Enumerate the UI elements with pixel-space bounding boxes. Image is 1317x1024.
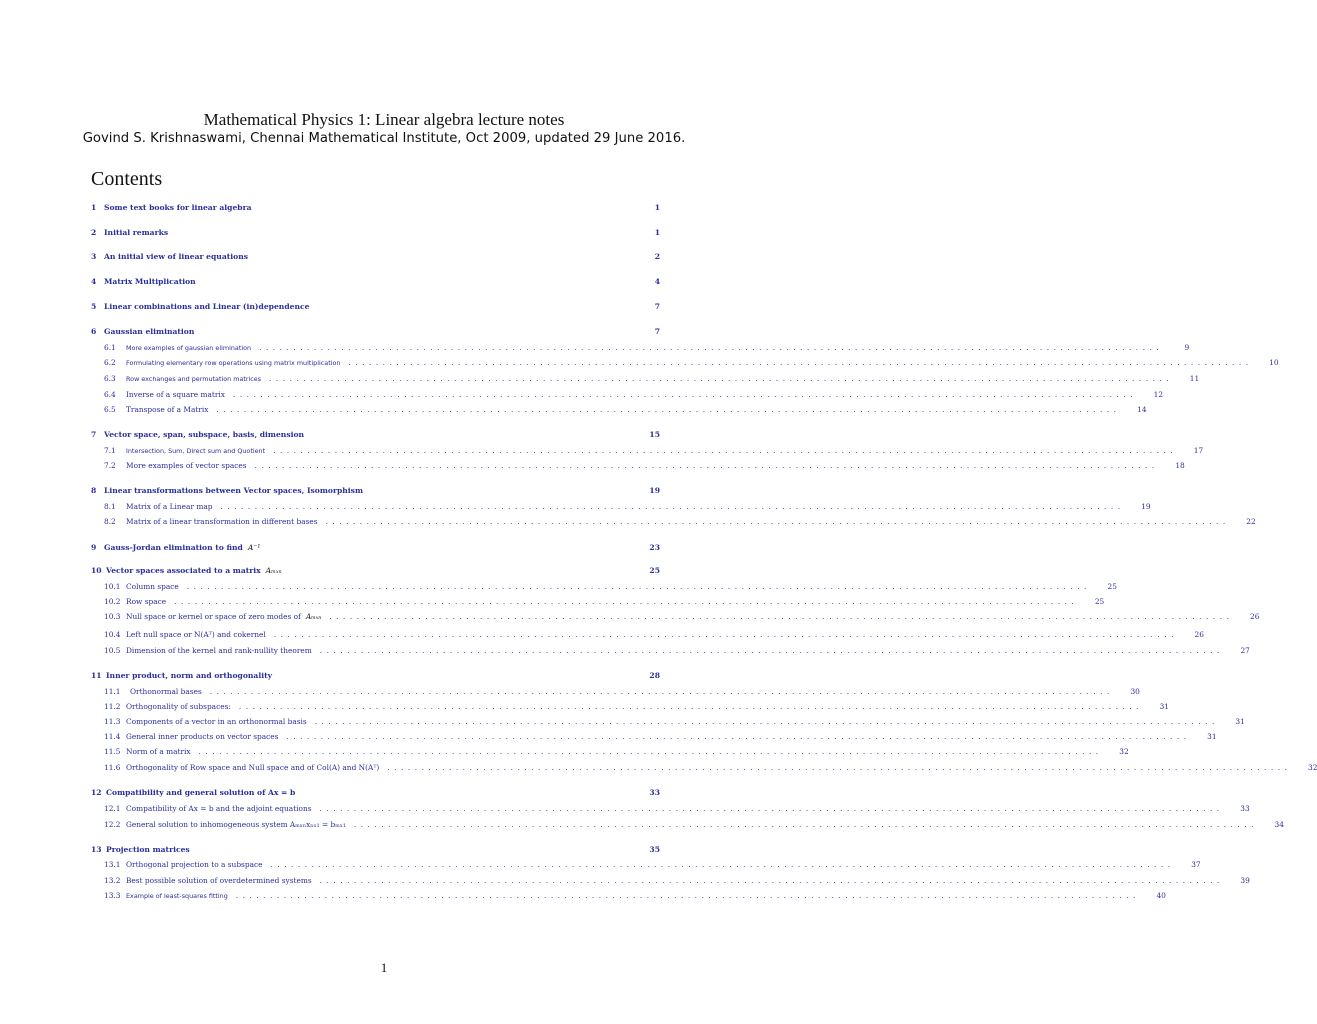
toc-number: 7.1	[104, 446, 116, 455]
page-number: 1	[380, 960, 388, 975]
toc-leader-dots: ....................................................................................................................................	[235, 891, 1140, 900]
toc-page: 25	[1094, 597, 1105, 606]
toc-number: 8.1	[104, 502, 116, 511]
toc-section-9[interactable]	[91, 543, 660, 552]
toc-subsection-6-2[interactable]	[91, 358, 1279, 367]
toc-subsection-10-3[interactable]	[91, 612, 1260, 621]
toc-section-6[interactable]	[91, 327, 660, 336]
toc-leader-dots: ....................................................................................................................................	[314, 717, 1219, 726]
toc-number: 7	[91, 430, 97, 439]
toc-number: 13.2	[104, 876, 121, 885]
toc-page: 7	[654, 327, 660, 336]
toc-page: 10	[1269, 358, 1279, 367]
toc-page: 19	[649, 486, 660, 495]
toc-section-5[interactable]	[91, 302, 660, 311]
toc-label: Components of a vector in an orthonormal basis	[126, 717, 307, 726]
toc-page: 33	[649, 788, 660, 797]
toc-leader-dots: ....................................................................................................................................	[329, 612, 1234, 621]
contents-heading: Contents	[91, 168, 163, 190]
toc-label: An initial view of linear equations	[104, 252, 248, 261]
toc-section-4[interactable]	[91, 277, 660, 286]
toc-page: 2	[654, 252, 660, 261]
toc-number: 8	[91, 486, 97, 495]
toc-page: 35	[649, 845, 660, 854]
toc-subsection-8-2[interactable]	[91, 517, 1256, 526]
toc-math: Aₘₓₙ	[265, 566, 282, 575]
toc-label: Row exchanges and permutation matrices	[126, 375, 262, 383]
toc-number: 13	[91, 845, 102, 854]
toc-page: 31	[1207, 732, 1217, 741]
toc-number: 12.2	[104, 820, 121, 829]
toc-label: More examples of gaussian elimination	[126, 344, 252, 352]
toc-label: Initial remarks	[104, 228, 169, 237]
toc-page: 34	[1274, 820, 1284, 829]
toc-page: 30	[1130, 687, 1140, 696]
toc-subsection-11-1[interactable]	[91, 687, 1140, 696]
toc-leader-dots: ....................................................................................................................................	[254, 461, 1159, 470]
toc-page: 14	[1137, 405, 1147, 414]
toc-leader-dots: ....................................................................................................................................	[238, 702, 1143, 711]
toc-leader-dots: ....................................................................................................................................	[387, 763, 1292, 772]
toc-label: Transpose of a Matrix	[126, 405, 209, 414]
toc-subsection-10-4[interactable]	[91, 630, 1204, 639]
toc-label: Gaussian elimination	[104, 327, 195, 336]
toc-leader-dots: ....................................................................................................................................	[174, 597, 1079, 606]
toc-number: 13.1	[104, 860, 121, 869]
toc-label: Norm of a matrix	[126, 747, 191, 756]
toc-number: 11.6	[104, 763, 121, 772]
toc-leader-dots: ....................................................................................................................................	[273, 446, 1178, 455]
toc-leader-dots: ....................................................................................................................................	[319, 646, 1224, 655]
toc-page: 32	[1119, 747, 1129, 756]
toc-label: Best possible solution of overdetermined systems	[126, 876, 312, 885]
toc-label: General solution to inhomogeneous system Aₘₓₙxₙₓ₁ = bₘₓ₁	[126, 820, 346, 829]
toc-label: Formulating elementary row operations using matrix multiplication	[126, 359, 341, 367]
toc-page: 31	[1235, 717, 1245, 726]
toc-leader-dots: ....................................................................................................................................	[348, 358, 1253, 367]
toc-number: 11	[91, 671, 102, 680]
toc-number: 11.1	[104, 687, 121, 696]
toc-label: Column space	[126, 582, 179, 591]
toc-label: Null space or kernel or space of zero modes of	[126, 612, 301, 621]
toc-page: 17	[1193, 446, 1204, 455]
toc-page: 19	[1141, 502, 1151, 511]
toc-leader-dots: ....................................................................................................................................	[259, 343, 1164, 352]
toc-number: 1	[91, 203, 97, 212]
toc-label: Left null space or N(Aᵀ) and cokernel	[126, 630, 266, 639]
toc-page: 37	[1191, 860, 1201, 869]
toc-subsection-7-2[interactable]	[91, 461, 1185, 470]
toc-subsection-8-1[interactable]	[91, 502, 1151, 511]
toc-number: 3	[91, 252, 97, 261]
toc-section-1[interactable]	[91, 203, 660, 212]
toc-number: 11.3	[104, 717, 121, 726]
toc-subsection-12-2[interactable]	[91, 820, 1284, 829]
toc-number: 10.1	[104, 582, 121, 591]
toc-number: 6	[91, 327, 97, 336]
toc-subsection-11-4[interactable]	[91, 732, 1217, 741]
toc-page: 25	[649, 566, 660, 575]
toc-section-12[interactable]	[91, 788, 660, 797]
document-title: Mathematical Physics 1: Linear algebra lecture notes	[203, 110, 565, 129]
toc-number: 9	[91, 543, 97, 552]
toc-section-3[interactable]	[91, 252, 660, 261]
toc-page: 28	[649, 671, 660, 680]
toc-number: 12	[91, 788, 102, 797]
toc-number: 13.3	[104, 891, 121, 900]
toc-math: A⁻¹	[247, 543, 261, 552]
toc-page: 18	[1175, 461, 1185, 470]
toc-page: 39	[1240, 876, 1250, 885]
toc-leader-dots: ....................................................................................................................................	[220, 502, 1125, 511]
toc-page: 25	[1107, 582, 1117, 591]
toc-section-8[interactable]	[91, 486, 660, 495]
toc-page: 40	[1156, 891, 1166, 900]
toc-subsection-12-1[interactable]	[91, 804, 1250, 813]
toc-number: 4	[91, 277, 97, 286]
toc-subsection-6-5[interactable]	[91, 405, 1147, 414]
toc-page: 9	[1184, 343, 1190, 352]
toc-label: More examples of vector spaces	[126, 461, 247, 470]
toc-number: 6.2	[104, 358, 116, 367]
toc-number: 10.2	[104, 597, 121, 606]
toc-number: 10.5	[104, 646, 121, 655]
toc-label: Compatibility of Ax = b and the adjoint equations	[126, 804, 312, 813]
toc-leader-dots: ....................................................................................................................................	[270, 860, 1175, 869]
toc-page: 12	[1153, 390, 1164, 399]
toc-section-11[interactable]	[91, 671, 660, 680]
toc-page: 15	[649, 430, 660, 439]
toc-page: 32	[1308, 763, 1317, 772]
toc-label: Matrix of a Linear map	[126, 502, 213, 511]
toc-leader-dots: ....................................................................................................................................	[269, 374, 1174, 383]
toc-leader-dots: ....................................................................................................................................	[319, 804, 1224, 813]
toc-page: 1	[654, 228, 660, 237]
toc-subsection-13-1[interactable]	[91, 860, 1201, 869]
toc-page: 26	[1250, 612, 1260, 621]
toc-section-7[interactable]	[91, 430, 660, 439]
toc-label: Projection matrices	[106, 845, 190, 854]
toc-leader-dots: ....................................................................................................................................	[353, 820, 1258, 829]
toc-label: Example of least-squares fitting	[126, 892, 228, 900]
toc-label: Matrix of a linear transformation in different bases	[126, 517, 318, 526]
toc-page: 23	[649, 543, 660, 552]
toc-label: Linear transformations between Vector spaces, Isomorphism	[104, 486, 363, 495]
toc-label: Orthogonality of Row space and Null space and of Col(A) and N(Aᵀ)	[126, 763, 380, 772]
toc-leader-dots: ....................................................................................................................................	[319, 876, 1224, 885]
toc-subsection-13-3[interactable]	[91, 891, 1166, 900]
toc-page: 26	[1194, 630, 1204, 639]
toc-number: 11.5	[104, 747, 121, 756]
toc-label: Intersection, Sum, Direct sum and Quotient	[126, 447, 266, 455]
toc-subsection-11-5[interactable]	[91, 747, 1129, 756]
toc-label: Vector space, span, subspace, basis, dimension	[104, 430, 305, 439]
toc-subsection-6-1[interactable]	[91, 343, 1190, 352]
toc-label: Inverse of a square matrix	[126, 390, 225, 399]
toc-page: 1	[654, 203, 660, 212]
toc-page: 7	[654, 302, 660, 311]
toc-number: 7.2	[104, 461, 116, 470]
toc-section-2[interactable]	[91, 228, 660, 237]
document-subtitle: Govind S. Krishnaswami, Chennai Mathematical Institute, Oct 2009, updated 29 June 2016.	[82, 131, 686, 146]
toc-number: 6.5	[104, 405, 116, 414]
toc-label: Compatibility and general solution of Ax = b	[106, 788, 296, 797]
toc-number: 2	[91, 228, 97, 237]
toc-page: 11	[1189, 374, 1200, 383]
toc-leader-dots: ....................................................................................................................................	[232, 390, 1138, 399]
toc-label: Row space	[126, 597, 167, 606]
toc-subsection-11-6[interactable]	[91, 763, 1317, 772]
toc-label: General inner products on vector spaces	[126, 732, 279, 741]
toc-subsection-11-3[interactable]	[91, 717, 1245, 726]
toc-section-13[interactable]	[91, 845, 660, 854]
toc-number: 11.2	[104, 702, 121, 711]
toc-subsection-6-4[interactable]	[91, 390, 1164, 399]
toc-number: 8.2	[104, 517, 116, 526]
toc-number: 12.1	[104, 804, 121, 813]
toc-number: 10.4	[104, 630, 121, 639]
toc-number: 6.4	[104, 390, 116, 399]
toc-leader-dots: ....................................................................................................................................	[325, 517, 1230, 526]
toc-page: 4	[654, 277, 660, 286]
toc-label: Some text books for linear algebra	[104, 203, 252, 212]
toc-subsection-10-5[interactable]	[91, 646, 1250, 655]
toc-number: 5	[91, 302, 97, 311]
toc-leader-dots: ....................................................................................................................................	[186, 582, 1091, 591]
toc-number: 6.1	[104, 343, 116, 352]
toc-label: Linear combinations and Linear (in)dependence	[104, 302, 310, 311]
toc-leader-dots: ....................................................................................................................................	[286, 732, 1191, 741]
toc-number: 6.3	[104, 374, 116, 383]
toc-section-10[interactable]	[91, 566, 660, 575]
toc-number: 10	[91, 566, 102, 575]
toc-number: 10.3	[104, 612, 121, 621]
toc-label: Vector spaces associated to a matrix	[106, 566, 261, 575]
toc-subsection-11-2[interactable]	[91, 702, 1169, 711]
toc-subsection-7-1[interactable]	[91, 446, 1204, 455]
toc-leader-dots: ....................................................................................................................................	[209, 687, 1114, 696]
toc-label: Orthogonality of subspaces:	[126, 702, 231, 711]
toc-page: 27	[1240, 646, 1250, 655]
toc-label: Matrix Multiplication	[104, 277, 196, 286]
toc-label: Inner product, norm and orthogonality	[106, 671, 273, 680]
toc-leader-dots: ....................................................................................................................................	[216, 405, 1121, 414]
toc-number: 11.4	[104, 732, 121, 741]
toc-label: Dimension of the kernel and rank-nullity theorem	[126, 646, 312, 655]
toc-label: Orthogonal projection to a subspace	[126, 860, 263, 869]
toc-subsection-10-1[interactable]	[91, 582, 1117, 591]
toc-subsection-13-2[interactable]	[91, 876, 1250, 885]
toc-page: 31	[1159, 702, 1169, 711]
toc-subsection-10-2[interactable]	[91, 597, 1105, 606]
toc-label: Gauss-Jordan elimination to find	[104, 543, 243, 552]
toc-leader-dots: ....................................................................................................................................	[273, 630, 1178, 639]
toc-math: Aₘₓₙ	[305, 612, 322, 621]
toc-page: 33	[1240, 804, 1250, 813]
toc-subsection-6-3[interactable]	[91, 374, 1200, 383]
toc-page: 22	[1246, 517, 1256, 526]
toc-leader-dots: ....................................................................................................................................	[198, 747, 1103, 756]
toc-label: Orthonormal bases	[130, 687, 202, 696]
